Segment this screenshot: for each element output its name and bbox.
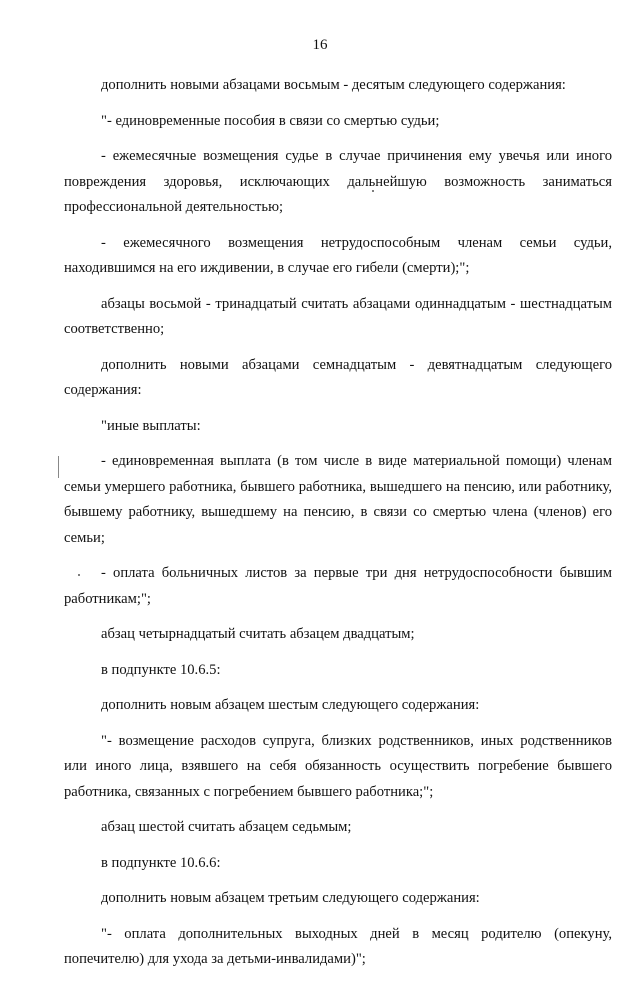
paragraph-16: дополнить новым абзацем третьим следующего содержания: <box>101 890 480 906</box>
scan-speck <box>78 574 80 576</box>
paragraph-4: - ежемесячного возмещения нетрудоспособным членам семьи судьи, находившимся на его иждивении, в случае его гибели (смерти);"; <box>64 234 612 276</box>
paragraph-6: дополнить новыми абзацами семнадцатым - девятнадцатым следующего содержания: <box>64 356 612 398</box>
paragraph-5: абзацы восьмой - тринадцатый считать абзацами одиннадцатым - шестнадцатым соответственно; <box>64 295 612 337</box>
paragraph-7: "иные выплаты: <box>101 417 201 434</box>
paragraph-3: - ежемесячные возмещения судье в случае причинения ему увечья или иного повреждения здоровья, исключающих дальнейшую возможность заниматься профессиональной деятельностью; <box>64 148 612 215</box>
paragraph-2: "- единовременные пособия в связи со смертью судьи; <box>101 112 440 129</box>
paragraph-1: дополнить новыми абзацами восьмым - десятым следующего содержания: <box>101 77 566 93</box>
paragraph-15: в подпункте 10.6.6: <box>101 854 221 871</box>
paragraph-9: - оплата больничных листов за первые три дня нетрудоспособности бывшим работникам;"; <box>64 565 612 607</box>
paragraph-17: "- оплата дополнительных выходных дней в месяц родителю (опекуну, попечителю) для ухода за детьми-инвалидами)"; <box>64 925 612 967</box>
scan-edge-mark <box>58 456 59 478</box>
paragraph-12: дополнить новым абзацем шестым следующего содержания: <box>101 697 480 713</box>
paragraph-13: "- возмещение расходов супруга, близких родственников, иных родственников или иного лица, взявшего на себя обязанность осуществить погребение бывшего работника, связанных с погребением бывшего работника;"; <box>64 732 612 800</box>
page-number: 16 <box>312 37 328 53</box>
document-body <box>64 73 612 983</box>
scan-speck <box>372 190 374 192</box>
paragraph-14: абзац шестой считать абзацем седьмым; <box>101 819 352 835</box>
paragraph-8: - единовременная выплата (в том числе в виде материальной помощи) членам семьи умершего работника, бывшего работника, вышедшего на пенсию, или работнику, бывшему работнику, вышедшему на пенсию, в связи со смертью члена (членов) его семьи; <box>64 453 612 546</box>
paragraph-11: в подпункте 10.6.5: <box>101 661 221 678</box>
paragraph-10: абзац четырнадцатый считать абзацем двадцатым; <box>101 626 415 642</box>
